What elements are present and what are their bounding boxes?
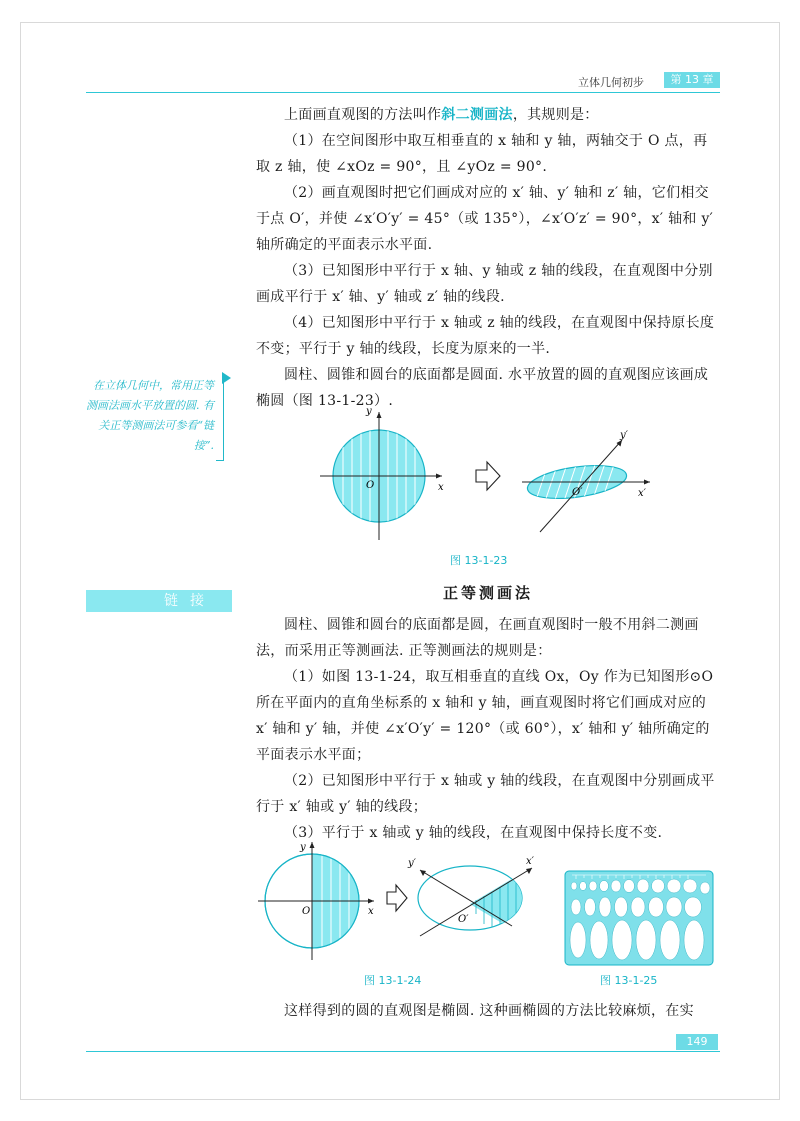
figure-13-1-24-caption: 图 13-1-24 — [364, 974, 422, 987]
figure-13-1-25-ellipse-template — [564, 870, 714, 966]
header-rule — [86, 92, 720, 93]
margin-note-arrow-icon — [222, 372, 231, 384]
section2-rule-3: （3）平行于 x 轴或 y 轴的线段，在直观图中保持长度不变. — [284, 825, 663, 841]
closing-paragraph: 这样得到的圆的直观图是椭圆. 这种画椭圆的方法比较麻烦，在实 — [284, 1003, 694, 1019]
transform-arrow-icon — [387, 885, 407, 911]
fig23-right-origin-label: O′ — [572, 487, 583, 498]
fig24-right-x-label: x′ — [526, 856, 534, 867]
fig23-left-y-label: y — [366, 406, 372, 417]
section2-intro: 圆柱、圆锥和圆台的底面都是圆，在画直观图时一般不用斜二测画法，而采用正等测画法. 正等测画法的规则是： — [256, 617, 699, 659]
fig24-right-y-label: y′ — [408, 858, 416, 869]
link-section-tab: 链接 — [86, 590, 232, 612]
method-name-highlight: 斜二测画法 — [441, 107, 513, 123]
circle-paragraph: 圆柱、圆锥和圆台的底面都是圆面. 水平放置的圆的直观图应该画成椭圆（图 13-1-23）. — [256, 367, 709, 409]
fig23-left-x-label: x — [438, 482, 444, 493]
running-header-chapter: 第 13 章 — [664, 72, 720, 88]
section2-rule-2: （2）已知图形中平行于 x 轴或 y 轴的线段，在直观图中分别画成平行于 x′ 轴或 y′ 轴的线段； — [256, 773, 715, 815]
fig23-right-ellipse — [522, 443, 630, 516]
running-header-section: 立体几何初步 — [578, 76, 644, 89]
transform-arrow-icon — [476, 462, 500, 490]
fig24-left-origin-label: O — [302, 906, 311, 917]
figure-13-1-24 — [250, 840, 550, 968]
rule-4: （4）已知图形中平行于 x 轴或 z 轴的线段，在直观图中保持原长度不变；平行于 y 轴的线段，长度为原来的一半. — [256, 315, 715, 357]
figure-13-1-23-caption: 图 13-1-23 — [450, 554, 508, 567]
rule-1: （1）在空间图形中取互相垂直的 x 轴和 y 轴，两轴交于 O 点，再取 z 轴，使 ∠xOz = 90°，且 ∠yOz = 90°. — [256, 133, 708, 175]
page-number: 149 — [676, 1034, 718, 1050]
rule-3: （3）已知图形中平行于 x 轴、y 轴或 z 轴的线段，在直观图中分别画成平行于 x′ 轴、y′ 轴或 z′ 轴的线段. — [256, 263, 713, 305]
rule-2: （2）画直观图时把它们画成对应的 x′ 轴、y′ 轴和 z′ 轴，它们相交于点 O′，并使 ∠x′O′y′ = 45°（或 135°），∠x′O′z′ = 90°，x′ 轴和 y′ 轴所确定的平面表示水平面. — [256, 185, 714, 253]
section-title: 正等测画法 — [442, 584, 533, 602]
fig23-right-y-label: y′ — [620, 430, 628, 441]
margin-note: 在立体几何中，常用正等测画法画水平放置的圆. 有关正等测画法可参看“链接”. — [86, 379, 214, 452]
section2-rule-1: （1）如图 13-1-24，取互相垂直的直线 Ox，Oy 作为已知图形⊙O 所在平面内的直角坐标系的 x 轴和 y 轴，画直观图时将它们画成对应的 x′ 轴和 y′ 轴，并使 ∠x′O′y′ = 120°（或 60°），x′ 轴和 y′ 轴所确定的平面表示水平面； — [256, 669, 714, 763]
fig24-left-x-label: x — [368, 906, 374, 917]
margin-note-bracket — [216, 376, 224, 461]
figure-13-1-25-caption: 图 13-1-25 — [600, 974, 658, 987]
method-intro — [256, 102, 720, 128]
fig24-right-origin-label: O′ — [458, 914, 469, 925]
fig24-left-y-label: y — [300, 842, 306, 853]
fig23-left-origin-label: O — [366, 480, 375, 491]
intro-text-after: ，其规则是： — [512, 107, 599, 123]
intro-text: 上面画直观图的方法叫作 — [284, 107, 442, 123]
figure-13-1-23 — [300, 400, 680, 545]
fig23-right-x-label: x′ — [638, 488, 646, 499]
footer-rule — [86, 1051, 720, 1052]
